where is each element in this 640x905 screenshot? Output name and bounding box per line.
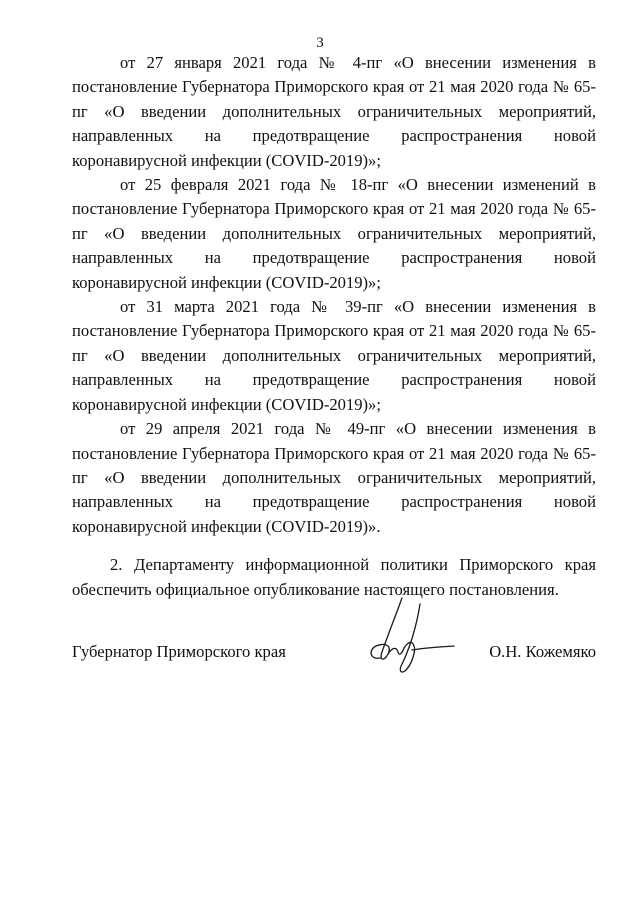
signature-block [72,640,596,664]
page-number: 3 [316,35,324,51]
amendment-item-2: от 25 февраля 2021 года № 18-пг «О внесении изменений в постановление Губернатора Приморского края от 21 мая 2020 года № 65-пг «О введении дополнительных ограничительных мероприятий, направленных на предотвращение распространения новой коронавирусной инфекции (COVID-2019)»; [72,175,596,292]
document-body [72,51,596,602]
signatory-name: О.Н. Кожемяко [489,642,596,661]
clause-2: 2. Департаменту информационной политики Приморского края обеспечить официальное опубликование настоящего постановления. [72,555,596,599]
handwritten-signature [362,590,458,676]
amendment-item-1: от 27 января 2021 года № 4-пг «О внесении изменения в постановление Губернатора Приморского края от 21 мая 2020 года № 65-пг «О введении дополнительных ограничительных мероприятий, направленных на предотвращение распространения новой коронавирусной инфекции (COVID-2019)»; [72,53,596,170]
amendment-item-4: от 29 апреля 2021 года № 49-пг «О внесении изменения в постановление Губернатора Приморского края от 21 мая 2020 года № 65-пг «О введении дополнительных ограничительных мероприятий, направленных на предотвращение распространения новой коронавирусной инфекции (COVID-2019)». [72,419,596,536]
amendment-item-3: от 31 марта 2021 года № 39-пг «О внесении изменения в постановление Губернатора Приморского края от 21 мая 2020 года № 65-пг «О введении дополнительных ограничительных мероприятий, направленных на предотвращение распространения новой коронавирусной инфекции (COVID-2019)»; [72,297,596,414]
signatory-title: Губернатор Приморского края [72,642,286,661]
